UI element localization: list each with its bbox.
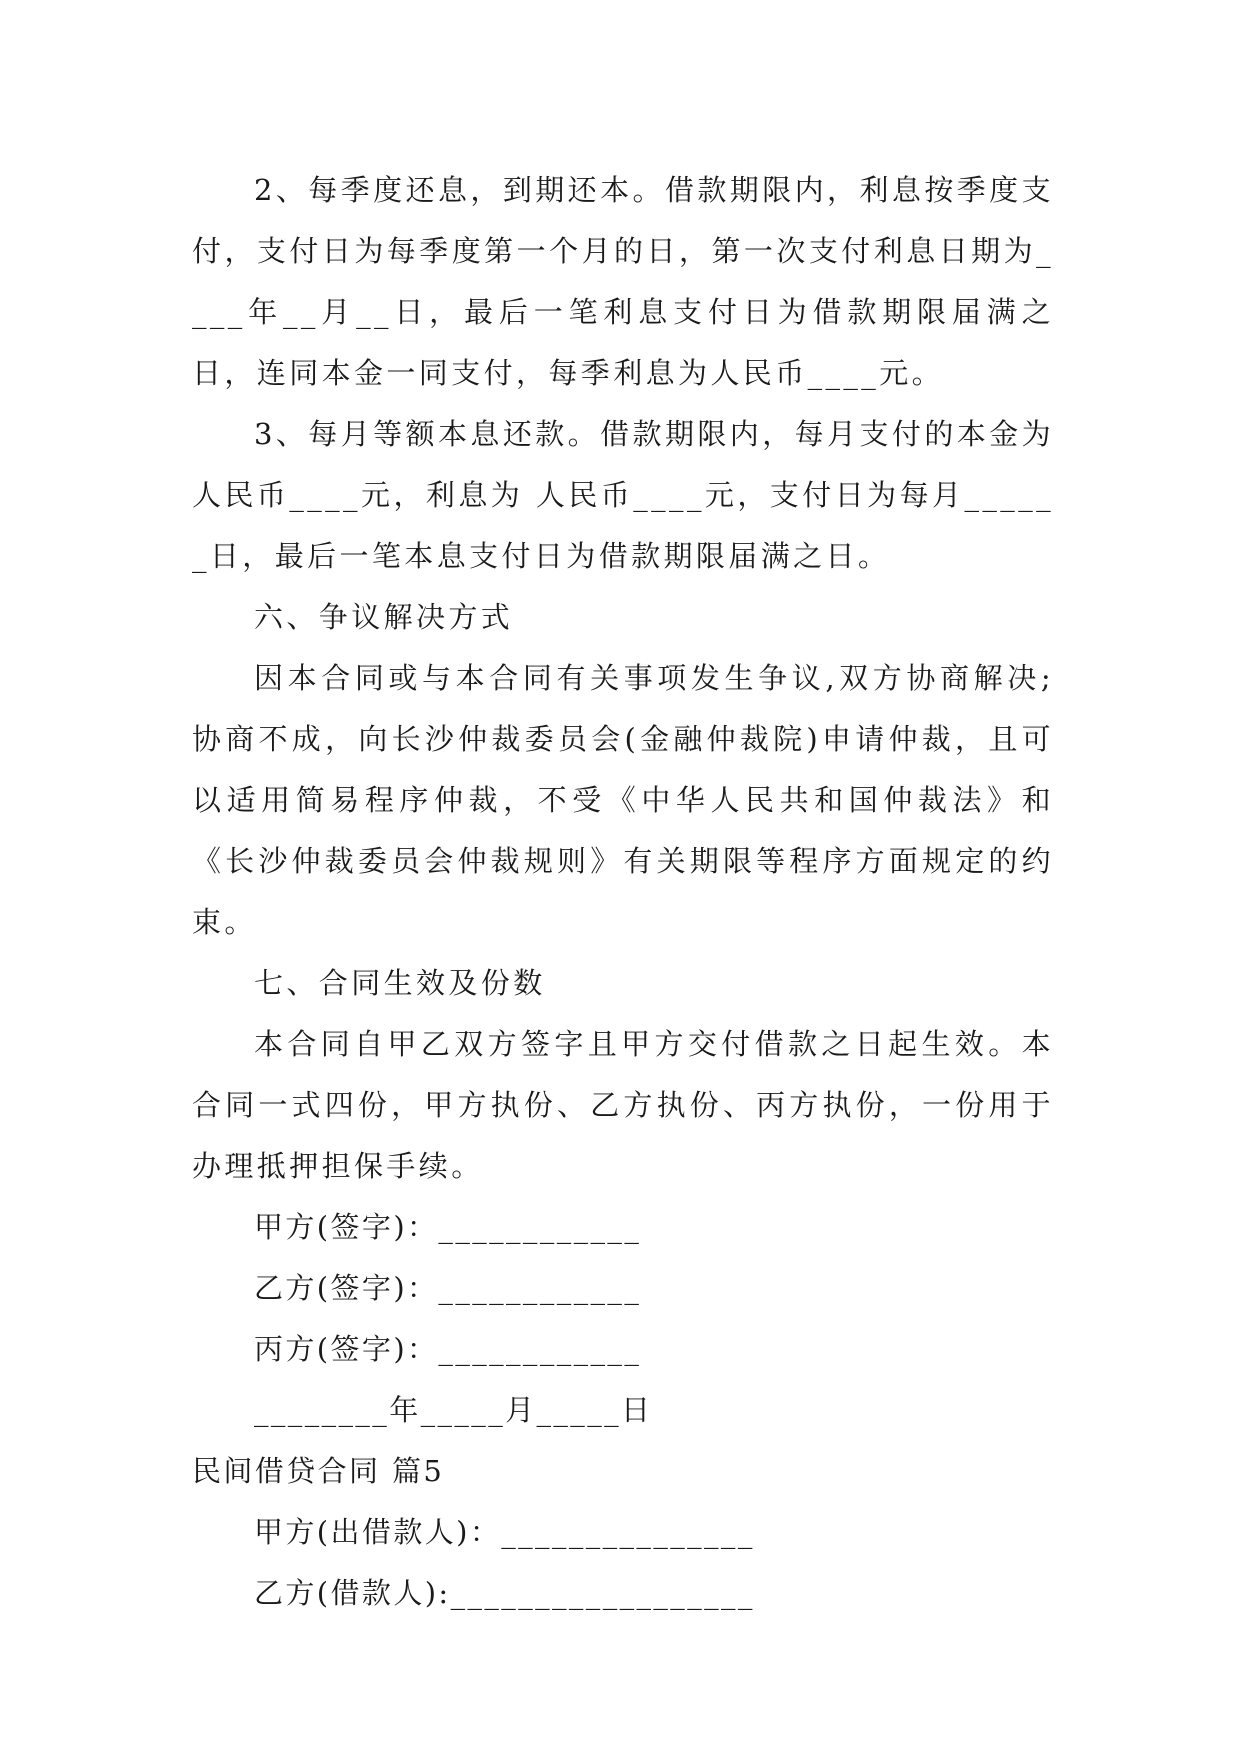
clause-contract-effect: 本合同自甲乙双方签字且甲方交付借款之日起生效。本合同一式四份，甲方执份、乙方执份、丙方执份，一份用于办理抵押担保手续。 — [192, 1027, 1054, 1183]
next-contract-lender: 甲方(出借款人)：_______________ — [254, 1515, 755, 1549]
signature-party-c: 丙方(签字)：____________ — [254, 1332, 642, 1366]
document-page — [192, 160, 1054, 1624]
signature-party-b: 乙方(签字)：____________ — [254, 1271, 642, 1305]
clause-monthly-repayment: 3、每月等额本息还款。借款期限内，每月支付的本金为人民币____元，利息为 人民币____元，支付日为每月______日，最后一笔本息支付日为借款期限届满之日。 — [192, 417, 1054, 573]
signature-party-a: 甲方(签字)：____________ — [254, 1210, 642, 1244]
next-contract-borrower: 乙方(借款人):__________________ — [254, 1576, 755, 1610]
next-contract-title: 民间借贷合同 篇5 — [192, 1454, 445, 1488]
section-heading-effect: 七、合同生效及份数 — [254, 966, 546, 1000]
clause-quarterly-repayment: 2、每季度还息，到期还本。借款期限内，利息按季度支付，支付日为每季度第一个月的日，第一次支付利息日期为____年__月__日，最后一笔利息支付日为借款期限届满之日，连同本金一同支付，每季利息为人民币____元。 — [192, 173, 1054, 390]
section-heading-dispute: 六、争议解决方式 — [254, 600, 514, 634]
clause-dispute-resolution: 因本合同或与本合同有关事项发生争议,双方协商解决;协商不成，向长沙仲裁委员会(金融仲裁院)申请仲裁，且可以适用简易程序仲裁，不受《中华人民共和国仲裁法》和《长沙仲裁委员会仲裁规则》有关期限等程序方面规定的约束。 — [192, 661, 1054, 939]
signature-date: ________年_____月_____日 — [254, 1393, 653, 1427]
